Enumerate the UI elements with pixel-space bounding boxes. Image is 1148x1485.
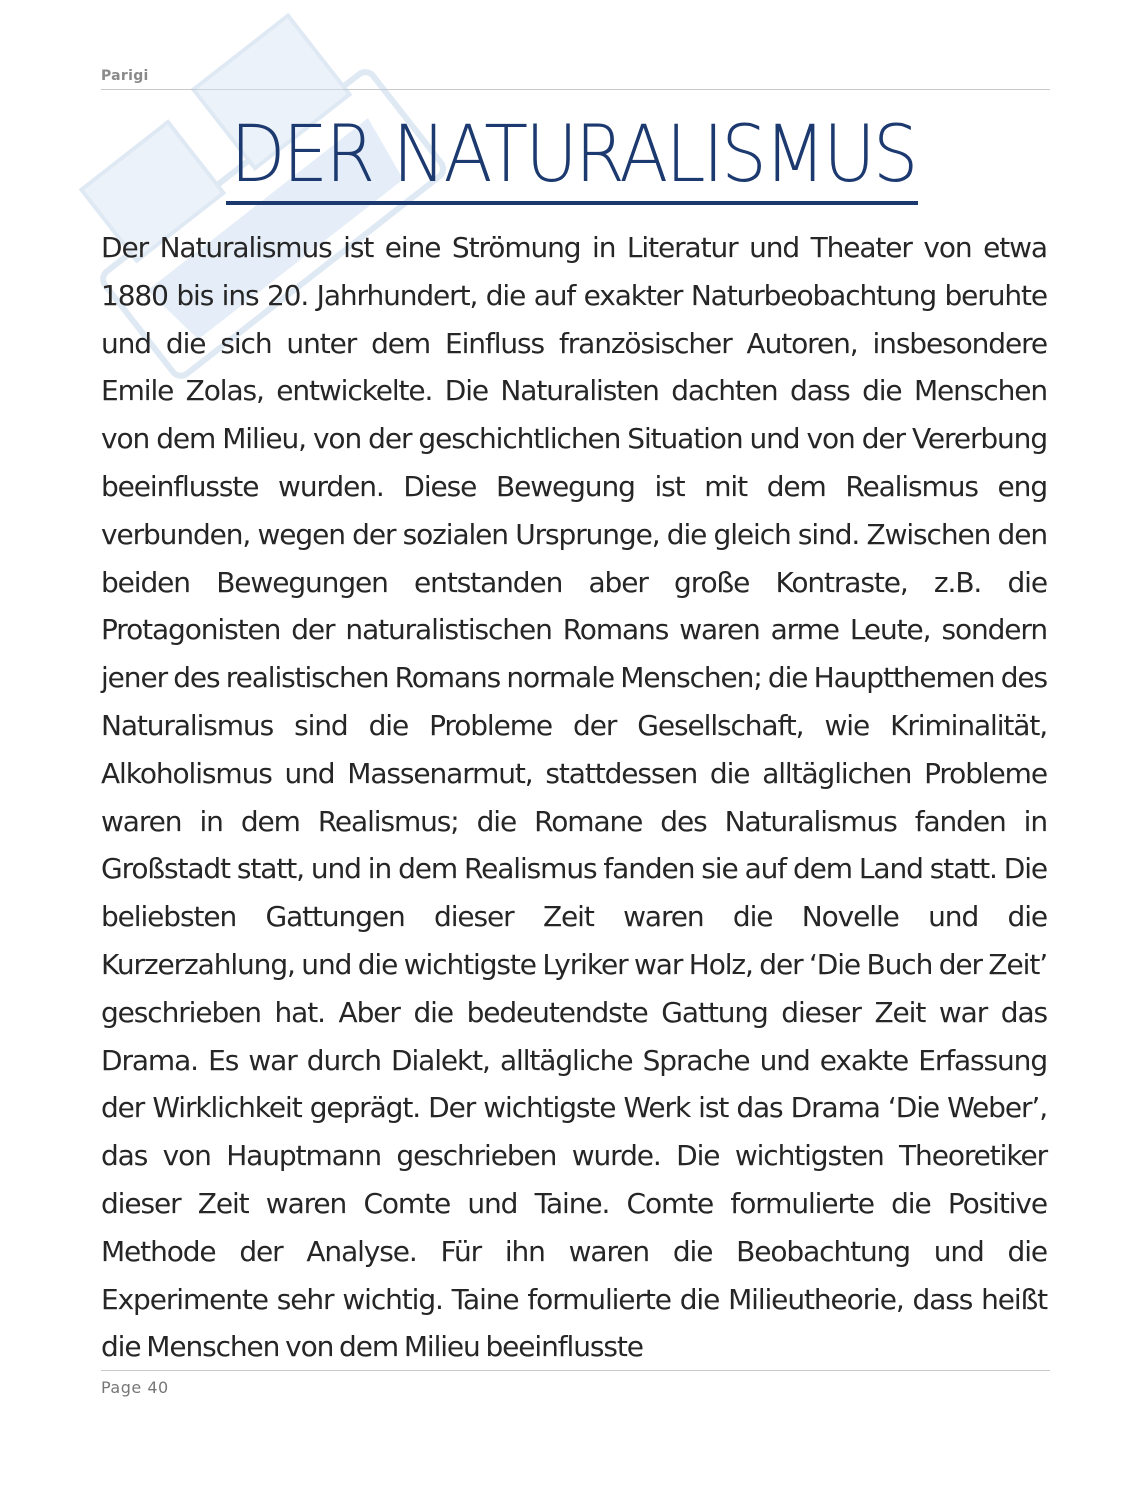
page-number: Page 40	[101, 1378, 169, 1397]
header-divider	[101, 89, 1050, 90]
page-title: DER NATURALISMUS	[230, 110, 916, 200]
footer-divider	[101, 1370, 1050, 1371]
body-paragraph: Der Naturalismus ist eine Strömung in Literatur und Theater von etwa 1880 bis ins 20. Jahrhundert, die auf exakter Naturbeobachtung beruhte und die sich unter dem Einfluss französischer Autoren, insbesondere Emile Zolas, entwickelte. Die Naturalisten dachten dass die Menschen von dem Milieu, von der geschichtlichen Situation und von der Vererbung beeinflusste wurden. Diese Bewegung ist mit dem Realismus eng verbunden, wegen der sozialen Ursprunge, die gleich sind. Zwischen den beiden Bewegungen entstanden aber große Kontraste, z.B. die Protagonisten der naturalistischen Romans waren arme Leute, sondern jener des realistischen Romans normale Menschen; die Hauptthemen des Naturalismus sind die Probleme der Gesellschaft, wie Kriminalität, Alkoholismus und Massenarmut, stattdessen die alltäglichen Probleme waren in dem Realismus; die Romane des Naturalismus fanden in Großstadt statt, und in dem Realismus fanden sie auf dem Land statt. Die beliebsten Gattungen dieser Zeit waren die Novelle und die Kurzerzahlung, und die wichtigste Lyriker war Holz, der ‘Die Buch der Zeit’ geschrieben hat. Aber die bedeutendste Gattung dieser Zeit war das Drama. Es war durch Dialekt, alltägliche Sprache und exakte Erfassung der Wirklichkeit geprägt. Der wichtigste Werk ist das Drama ‘Die Weber’, das von Hauptmann geschrieben wurde. Die wichtigsten Theoretiker dieser Zeit waren Comte und Taine. Comte formulierte die Positive Methode der Analyse. Für ihn waren die Beobachtung und die Experimente sehr wichtig. Taine formulierte die Milieutheorie, dass heißt die Menschen von dem Milieu beeinflusste	[101, 231, 1047, 1364]
title-underline	[226, 201, 918, 205]
header-label: Parigi	[101, 68, 149, 84]
